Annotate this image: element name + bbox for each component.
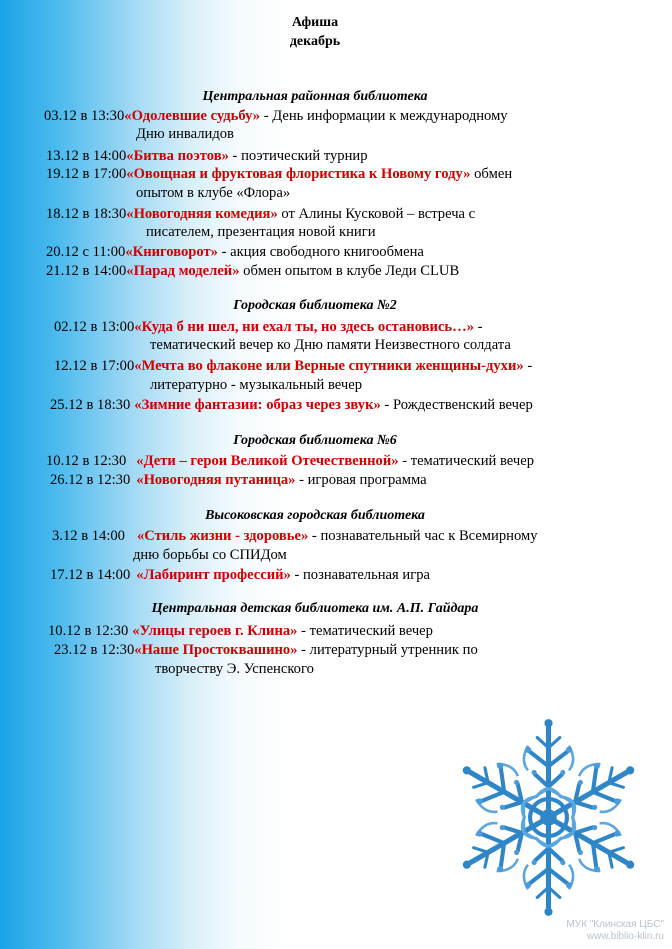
event-date: 3.12 в 14:00 [52,528,125,544]
event-description: - [523,358,533,374]
event-date: 12.12 в 17:00 [54,358,135,374]
event-line [54,641,478,659]
event-name: «Улицы героев г. Клина» [132,623,298,639]
watermark-org: МУК "Клинская ЦБС" [566,919,664,930]
event-line [44,107,508,125]
event-name: «Одолевшие судьбу» [124,108,261,124]
section-title-central-library: Центральная районная библиотека [202,89,428,104]
event-line [46,243,424,261]
event-description: - акция свободного книгообмена [217,244,424,260]
event-description: - познавательный час к Всемирному [308,528,538,544]
snowflake-icon [446,715,651,920]
watermark [566,919,664,943]
section-title-city-library-2: Городская библиотека №2 [233,298,397,313]
event-date: 19.12 в 17:00 [46,166,127,182]
event-date: 02.12 в 13:00 [54,319,135,335]
event-line [50,566,430,584]
page-title: Афиша [291,15,339,30]
event-name: «Наше Простоквашино» [134,642,298,658]
event-date: 10.12 в 12:30 [46,453,127,469]
event-name: «Книговорот» [125,244,218,260]
section-title-vysokovsk-library: Высоковская городская библиотека [205,508,425,523]
event-date: 25.12 в 18:30 [50,397,131,413]
event-date: 13.12 в 14:00 [46,148,127,164]
event-line [48,622,433,640]
page-subtitle: декабрь [289,34,341,49]
watermark-url: www.biblio-klin.ru [586,931,664,942]
event-continuation: тематический вечер ко Дню памяти Неизвестного солдата [150,337,511,353]
event-line [52,527,538,545]
section-title-children-library: Центральная детская библиотека им. А.П. Гайдара [151,601,479,616]
event-description: от Алины Кусковой – встреча с [277,206,476,222]
event-date: 20.12 с 11:00 [46,244,126,260]
event-name: «Стиль жизни - здоровье» [136,528,309,544]
event-continuation: дню борьбы со СПИДом [133,547,287,563]
event-continuation: творчеству Э. Успенского [155,661,314,677]
event-description: - игровая программа [295,472,427,488]
event-date: 03.12 в 13:30 [44,108,125,124]
event-name: «Дети – герои Великой Отечественной» [136,453,399,469]
event-continuation: опытом в клубе «Флора» [136,185,291,201]
event-name: «Битва поэтов» [126,148,229,164]
event-description: - [474,319,483,335]
event-name: «Лабиринт профессий» [136,567,291,583]
event-line [50,471,427,489]
event-name: «Мечта во флаконе или Верные спутники женщины-духи» [134,358,524,374]
event-line [54,357,532,375]
event-date: 26.12 в 12:30 [50,472,131,488]
event-description: - тематический вечер [398,453,535,469]
event-description: - Рождественский вечер [380,397,533,413]
event-continuation: писателем, презентация новой книги [146,224,376,240]
event-date: 10.12 в 12:30 [48,623,129,639]
event-line [46,147,368,165]
section-title-city-library-6: Городская библиотека №6 [233,433,397,448]
event-name: «Новогодняя путаница» [136,472,296,488]
event-description: - День информации к международному [260,108,508,124]
event-line [46,262,459,280]
event-name: «Новогодняя комедия» [126,206,278,222]
event-name: «Куда б ни шел, ни ехал ты, но здесь остановись…» [134,319,475,335]
event-description: обмен [470,166,513,182]
event-continuation: Дню инвалидов [136,126,234,142]
event-name: «Овощная и фруктовая флористика к Новому году» [126,166,471,182]
event-line [46,452,534,470]
event-description: - тематический вечер [297,623,433,639]
event-date: 17.12 в 14:00 [50,567,131,583]
event-date: 18.12 в 18:30 [46,206,127,222]
event-description: - поэтический турнир [228,148,368,164]
event-line [54,318,483,336]
event-description: - познавательная игра [290,567,430,583]
event-description: - литературный утренник по [297,642,478,658]
event-name: «Парад моделей» [126,263,240,279]
event-line [50,396,533,414]
event-date: 23.12 в 12:30 [54,642,135,658]
event-continuation: литературно - музыкальный вечер [150,377,363,393]
event-line [46,165,512,183]
event-description: обмен опытом в клубе Леди CLUB [239,263,460,279]
event-name: «Зимние фантазии: образ через звук» [134,397,381,413]
event-date: 21.12 в 14:00 [46,263,127,279]
event-line [46,205,475,223]
